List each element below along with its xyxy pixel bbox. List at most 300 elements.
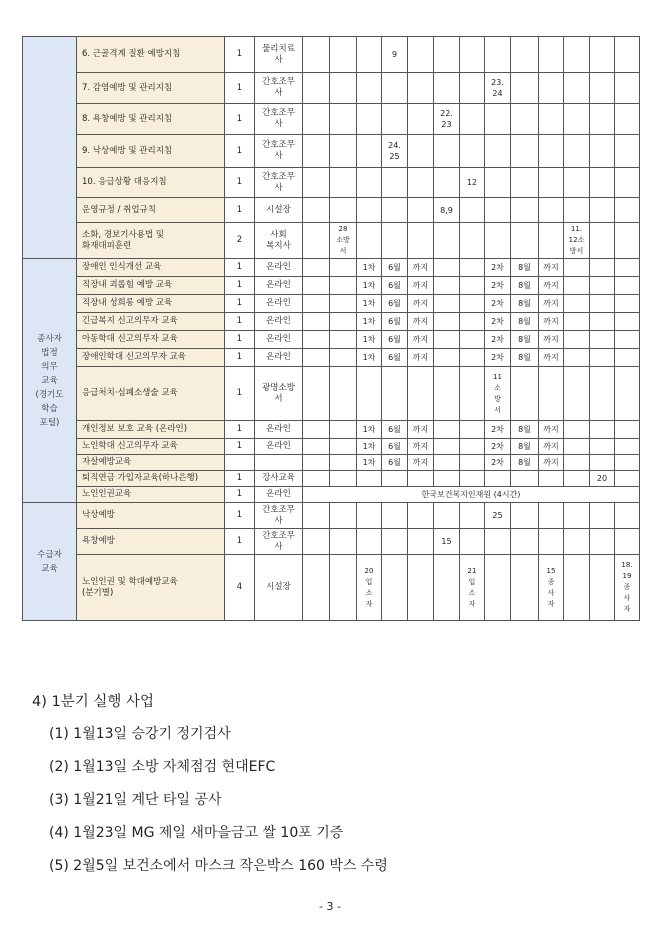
schedule-cell bbox=[460, 223, 485, 259]
schedule-cell bbox=[408, 555, 434, 621]
schedule-cell: 1차 bbox=[357, 455, 382, 471]
category-recipient-training bbox=[23, 503, 77, 621]
schedule-cell: 8월 bbox=[511, 295, 539, 313]
project-item: (2) 1월13일 소방 자체점검 현대EFC bbox=[49, 759, 276, 775]
schedule-cell bbox=[357, 135, 382, 168]
schedule-cell bbox=[303, 349, 330, 367]
schedule-cell bbox=[590, 331, 615, 349]
schedule-cell bbox=[539, 367, 564, 421]
table-row bbox=[23, 349, 640, 367]
schedule-cell bbox=[485, 529, 511, 555]
table-row bbox=[23, 503, 640, 529]
schedule-cell bbox=[357, 503, 382, 529]
session-count: 1 bbox=[225, 135, 255, 168]
schedule-cell bbox=[590, 503, 615, 529]
schedule-cell bbox=[303, 331, 330, 349]
schedule-cell bbox=[434, 168, 460, 198]
schedule-cell bbox=[460, 295, 485, 313]
schedule-cell bbox=[511, 471, 539, 487]
schedule-cell bbox=[303, 555, 330, 621]
section-title: 4) 1분기 실행 사업 bbox=[32, 694, 154, 710]
schedule-cell: 15 종 사 자 bbox=[539, 555, 564, 621]
schedule-cell bbox=[590, 135, 615, 168]
program-name: 장애인학대 신고의무자 교육 bbox=[77, 349, 225, 367]
schedule-cell bbox=[357, 529, 382, 555]
program-name: 응급처치·심폐소생술 교육 bbox=[77, 367, 225, 421]
schedule-cell bbox=[539, 104, 564, 135]
schedule-cell bbox=[564, 313, 590, 331]
schedule-cell bbox=[434, 313, 460, 331]
schedule-cell bbox=[615, 73, 640, 104]
program-name: 장애인 인식개선 교육 bbox=[77, 259, 225, 277]
table-row bbox=[23, 421, 640, 439]
table-row bbox=[23, 198, 640, 223]
schedule-cell: 11 소 방 서 bbox=[485, 367, 511, 421]
target-instructor: 온라인 bbox=[255, 487, 303, 503]
schedule-cell bbox=[434, 421, 460, 439]
schedule-cell: 까지 bbox=[408, 259, 434, 277]
schedule-cell: 1차 bbox=[357, 259, 382, 277]
program-name: 노인학대 신고의무자 교육 bbox=[77, 439, 225, 455]
category-label: 수급자 교육 bbox=[37, 549, 62, 574]
schedule-cell bbox=[382, 198, 408, 223]
program-name: 퇴직연금 가입자교육(하나은행) bbox=[77, 471, 225, 487]
schedule-cell bbox=[615, 455, 640, 471]
schedule-cell: 1차 bbox=[357, 331, 382, 349]
schedule-cell bbox=[590, 555, 615, 621]
schedule-cell bbox=[460, 331, 485, 349]
schedule-cell bbox=[615, 331, 640, 349]
schedule-cell: 22. 23 bbox=[434, 104, 460, 135]
schedule-cell bbox=[434, 439, 460, 455]
schedule-cell bbox=[590, 259, 615, 277]
schedule-cell bbox=[590, 277, 615, 295]
target-instructor: 시설장 bbox=[255, 198, 303, 223]
schedule-cell bbox=[303, 223, 330, 259]
schedule-cell bbox=[564, 455, 590, 471]
schedule-cell bbox=[615, 168, 640, 198]
schedule-cell bbox=[460, 135, 485, 168]
schedule-cell bbox=[460, 198, 485, 223]
schedule-cell bbox=[382, 555, 408, 621]
schedule-cell bbox=[590, 223, 615, 259]
schedule-cell: 2차 bbox=[485, 259, 511, 277]
table-row bbox=[23, 223, 640, 259]
target-instructor: 간호조무 사 bbox=[255, 73, 303, 104]
target-instructor: 온라인 bbox=[255, 313, 303, 331]
schedule-cell: 6월 bbox=[382, 331, 408, 349]
program-name: 7. 감염예방 및 관리지침 bbox=[77, 73, 225, 104]
schedule-cell: 까지 bbox=[408, 277, 434, 295]
schedule-cell bbox=[408, 168, 434, 198]
schedule-cell bbox=[460, 439, 485, 455]
schedule-cell bbox=[382, 367, 408, 421]
program-name: 노인인권교육 bbox=[77, 487, 225, 503]
table-row bbox=[23, 471, 640, 487]
schedule-cell bbox=[511, 104, 539, 135]
schedule-cell: 까지 bbox=[408, 295, 434, 313]
table-row bbox=[23, 555, 640, 621]
schedule-cell bbox=[615, 421, 640, 439]
schedule-cell bbox=[460, 37, 485, 73]
schedule-cell: 2차 bbox=[485, 331, 511, 349]
schedule-cell bbox=[434, 349, 460, 367]
schedule-cell bbox=[564, 73, 590, 104]
schedule-cell bbox=[460, 421, 485, 439]
schedule-cell: 까지 bbox=[539, 349, 564, 367]
session-count: 4 bbox=[225, 555, 255, 621]
session-count: 1 bbox=[225, 529, 255, 555]
schedule-cell bbox=[330, 295, 357, 313]
schedule-cell: 8월 bbox=[511, 331, 539, 349]
schedule-cell bbox=[408, 367, 434, 421]
schedule-cell bbox=[330, 331, 357, 349]
schedule-cell bbox=[564, 331, 590, 349]
schedule-cell: 8월 bbox=[511, 277, 539, 295]
schedule-cell bbox=[303, 73, 330, 104]
schedule-cell bbox=[408, 471, 434, 487]
schedule-cell: 까지 bbox=[408, 331, 434, 349]
project-item: (4) 1월23일 MG 제일 새마을금고 쌀 10포 기증 bbox=[49, 825, 344, 841]
schedule-cell bbox=[357, 104, 382, 135]
target-instructor: 온라인 bbox=[255, 349, 303, 367]
schedule-cell bbox=[564, 198, 590, 223]
schedule-cell bbox=[303, 503, 330, 529]
schedule-cell bbox=[539, 529, 564, 555]
target-instructor: 간호조무 사 bbox=[255, 135, 303, 168]
schedule-cell bbox=[330, 168, 357, 198]
schedule-cell: 1차 bbox=[357, 349, 382, 367]
schedule-cell bbox=[382, 104, 408, 135]
schedule-cell bbox=[303, 471, 330, 487]
schedule-cell bbox=[590, 421, 615, 439]
schedule-cell bbox=[590, 349, 615, 367]
schedule-cell: 1차 bbox=[357, 313, 382, 331]
schedule-cell: 21 입 소 자 bbox=[460, 555, 485, 621]
schedule-cell bbox=[434, 259, 460, 277]
schedule-cell bbox=[330, 73, 357, 104]
schedule-cell bbox=[485, 37, 511, 73]
schedule-cell bbox=[434, 37, 460, 73]
project-item: (3) 1월21일 계단 타일 공사 bbox=[49, 792, 222, 808]
program-name: 6. 근골격계 질환 예방지침 bbox=[77, 37, 225, 73]
schedule-cell bbox=[460, 259, 485, 277]
schedule-cell bbox=[434, 555, 460, 621]
schedule-cell bbox=[460, 503, 485, 529]
schedule-cell bbox=[485, 168, 511, 198]
target-instructor: 온라인 bbox=[255, 421, 303, 439]
schedule-cell: 15 bbox=[434, 529, 460, 555]
schedule-cell: 23. 24 bbox=[485, 73, 511, 104]
schedule-cell bbox=[330, 104, 357, 135]
schedule-cell: 2차 bbox=[485, 455, 511, 471]
schedule-cell bbox=[357, 367, 382, 421]
schedule-cell bbox=[485, 471, 511, 487]
program-name: 낙상예방 bbox=[77, 503, 225, 529]
schedule-cell bbox=[330, 259, 357, 277]
program-name: 긴급복지 신고의무자 교육 bbox=[77, 313, 225, 331]
session-count: 1 bbox=[225, 198, 255, 223]
schedule-cell bbox=[330, 439, 357, 455]
program-name: 소화, 경보기사용법 및 화재대피훈련 bbox=[77, 223, 225, 259]
schedule-cell bbox=[511, 223, 539, 259]
schedule-cell bbox=[511, 37, 539, 73]
schedule-cell: 8월 bbox=[511, 455, 539, 471]
schedule-cell bbox=[564, 439, 590, 455]
schedule-cell bbox=[303, 295, 330, 313]
schedule-cell bbox=[615, 367, 640, 421]
session-count: 1 bbox=[225, 168, 255, 198]
schedule-cell bbox=[539, 223, 564, 259]
session-count bbox=[225, 455, 255, 471]
schedule-cell bbox=[382, 168, 408, 198]
schedule-cell bbox=[382, 73, 408, 104]
program-name: 아동학대 신고의무자 교육 bbox=[77, 331, 225, 349]
target-instructor: 물리치료 사 bbox=[255, 37, 303, 73]
schedule-cell bbox=[539, 73, 564, 104]
schedule-cell bbox=[564, 503, 590, 529]
schedule-cell: 20 bbox=[590, 471, 615, 487]
schedule-cell bbox=[303, 421, 330, 439]
schedule-cell bbox=[539, 198, 564, 223]
program-name: 9. 낙상예방 및 관리지침 bbox=[77, 135, 225, 168]
schedule-cell bbox=[564, 37, 590, 73]
schedule-cell bbox=[615, 471, 640, 487]
schedule-cell: 2차 bbox=[485, 349, 511, 367]
schedule-cell bbox=[330, 313, 357, 331]
schedule-cell bbox=[511, 168, 539, 198]
schedule-cell bbox=[539, 37, 564, 73]
schedule-cell bbox=[485, 135, 511, 168]
schedule-cell bbox=[460, 277, 485, 295]
project-item: (1) 1월13일 승강기 정기검사 bbox=[49, 726, 231, 742]
schedule-cell: 1차 bbox=[357, 295, 382, 313]
schedule-cell bbox=[590, 37, 615, 73]
schedule-cell bbox=[615, 223, 640, 259]
target-instructor bbox=[255, 455, 303, 471]
schedule-cell bbox=[564, 349, 590, 367]
schedule-cell bbox=[330, 503, 357, 529]
schedule-cell bbox=[408, 37, 434, 73]
schedule-cell bbox=[615, 277, 640, 295]
schedule-cell bbox=[460, 471, 485, 487]
target-instructor: 온라인 bbox=[255, 439, 303, 455]
schedule-cell bbox=[615, 198, 640, 223]
schedule-cell bbox=[590, 73, 615, 104]
schedule-cell bbox=[511, 503, 539, 529]
table-row bbox=[23, 529, 640, 555]
schedule-cell bbox=[357, 471, 382, 487]
schedule-cell bbox=[434, 135, 460, 168]
schedule-cell bbox=[303, 367, 330, 421]
schedule-cell bbox=[590, 455, 615, 471]
schedule-cell bbox=[615, 349, 640, 367]
schedule-cell bbox=[303, 313, 330, 331]
schedule-cell bbox=[590, 529, 615, 555]
table-row bbox=[23, 135, 640, 168]
schedule-cell bbox=[615, 37, 640, 73]
schedule-span-note: 한국보건복지인재원 (4시간) bbox=[303, 487, 640, 503]
schedule-cell: 8월 bbox=[511, 313, 539, 331]
schedule-cell bbox=[330, 455, 357, 471]
schedule-cell: 까지 bbox=[408, 313, 434, 331]
schedule-cell: 2차 bbox=[485, 313, 511, 331]
schedule-cell bbox=[485, 555, 511, 621]
table-row bbox=[23, 277, 640, 295]
target-instructor: 시설장 bbox=[255, 555, 303, 621]
schedule-cell bbox=[511, 198, 539, 223]
schedule-cell bbox=[590, 367, 615, 421]
schedule-cell: 28 소방 서 bbox=[330, 223, 357, 259]
target-instructor: 간호조무 사 bbox=[255, 168, 303, 198]
schedule-cell bbox=[511, 135, 539, 168]
session-count: 1 bbox=[225, 471, 255, 487]
schedule-cell bbox=[564, 168, 590, 198]
schedule-cell bbox=[434, 223, 460, 259]
schedule-cell: 까지 bbox=[539, 421, 564, 439]
schedule-cell bbox=[408, 104, 434, 135]
page-number: - 3 - bbox=[319, 900, 341, 913]
schedule-cell bbox=[460, 104, 485, 135]
schedule-cell bbox=[615, 439, 640, 455]
schedule-cell bbox=[357, 73, 382, 104]
target-instructor: 광명소방 서 bbox=[255, 367, 303, 421]
schedule-cell bbox=[615, 104, 640, 135]
schedule-cell: 까지 bbox=[539, 455, 564, 471]
session-count: 1 bbox=[225, 295, 255, 313]
table-row bbox=[23, 439, 640, 455]
schedule-cell bbox=[382, 503, 408, 529]
schedule-cell bbox=[382, 223, 408, 259]
schedule-cell bbox=[511, 73, 539, 104]
schedule-cell bbox=[460, 73, 485, 104]
schedule-cell: 1차 bbox=[357, 421, 382, 439]
schedule-cell: 까지 bbox=[539, 331, 564, 349]
schedule-cell bbox=[303, 37, 330, 73]
schedule-cell bbox=[564, 277, 590, 295]
schedule-cell: 20 입 소 자 bbox=[357, 555, 382, 621]
schedule-cell: 까지 bbox=[539, 295, 564, 313]
schedule-cell bbox=[460, 367, 485, 421]
session-count: 1 bbox=[225, 487, 255, 503]
schedule-cell: 까지 bbox=[539, 277, 564, 295]
schedule-cell: 8,9 bbox=[434, 198, 460, 223]
schedule-cell: 18. 19 종 사 자 bbox=[615, 555, 640, 621]
schedule-cell: 2차 bbox=[485, 277, 511, 295]
session-count: 1 bbox=[225, 73, 255, 104]
schedule-cell bbox=[564, 555, 590, 621]
target-instructor: 온라인 bbox=[255, 331, 303, 349]
schedule-cell bbox=[357, 168, 382, 198]
schedule-cell bbox=[460, 313, 485, 331]
table-row bbox=[23, 73, 640, 104]
schedule-cell: 까지 bbox=[408, 455, 434, 471]
schedule-cell: 6월 bbox=[382, 277, 408, 295]
schedule-cell: 8월 bbox=[511, 259, 539, 277]
program-name: 8. 욕창예방 및 관리지침 bbox=[77, 104, 225, 135]
schedule-cell bbox=[303, 104, 330, 135]
table-row bbox=[23, 487, 640, 503]
schedule-cell bbox=[303, 529, 330, 555]
schedule-cell bbox=[564, 259, 590, 277]
schedule-cell bbox=[408, 529, 434, 555]
schedule-cell: 2차 bbox=[485, 421, 511, 439]
schedule-cell bbox=[303, 439, 330, 455]
session-count: 2 bbox=[225, 223, 255, 259]
session-count: 1 bbox=[225, 277, 255, 295]
schedule-cell: 8월 bbox=[511, 421, 539, 439]
schedule-cell bbox=[590, 313, 615, 331]
schedule-cell bbox=[408, 503, 434, 529]
schedule-cell bbox=[485, 223, 511, 259]
session-count: 1 bbox=[225, 367, 255, 421]
schedule-cell bbox=[303, 455, 330, 471]
schedule-cell: 까지 bbox=[539, 259, 564, 277]
target-instructor: 사회 복지사 bbox=[255, 223, 303, 259]
program-name: 개인정보 보호 교육 (온라인) bbox=[77, 421, 225, 439]
schedule-cell bbox=[564, 529, 590, 555]
schedule-cell: 6월 bbox=[382, 421, 408, 439]
schedule-cell bbox=[615, 313, 640, 331]
target-instructor: 간호조무 사 bbox=[255, 503, 303, 529]
schedule-cell bbox=[382, 471, 408, 487]
schedule-cell bbox=[485, 198, 511, 223]
program-name: 운영규정 / 취업규칙 bbox=[77, 198, 225, 223]
schedule-cell: 까지 bbox=[539, 313, 564, 331]
program-name: 10. 응급상황 대응지침 bbox=[77, 168, 225, 198]
table-row bbox=[23, 295, 640, 313]
schedule-cell bbox=[330, 277, 357, 295]
schedule-cell bbox=[485, 104, 511, 135]
schedule-cell bbox=[615, 529, 640, 555]
session-count: 1 bbox=[225, 259, 255, 277]
schedule-cell: 2차 bbox=[485, 295, 511, 313]
schedule-cell bbox=[434, 503, 460, 529]
schedule-cell bbox=[330, 555, 357, 621]
schedule-cell bbox=[511, 555, 539, 621]
target-instructor: 온라인 bbox=[255, 259, 303, 277]
schedule-cell bbox=[303, 135, 330, 168]
table-row bbox=[23, 313, 640, 331]
schedule-cell bbox=[330, 349, 357, 367]
table-row bbox=[23, 37, 640, 73]
schedule-cell bbox=[330, 367, 357, 421]
schedule-cell bbox=[434, 367, 460, 421]
schedule-cell bbox=[539, 503, 564, 529]
schedule-cell bbox=[564, 421, 590, 439]
session-count: 1 bbox=[225, 439, 255, 455]
schedule-cell bbox=[539, 168, 564, 198]
schedule-cell bbox=[460, 349, 485, 367]
program-name: 노인인권 및 학대예방교육 (분기별) bbox=[77, 555, 225, 621]
schedule-cell: 6월 bbox=[382, 295, 408, 313]
table-row bbox=[23, 168, 640, 198]
schedule-cell bbox=[303, 198, 330, 223]
schedule-cell bbox=[330, 471, 357, 487]
schedule-cell: 6월 bbox=[382, 313, 408, 331]
schedule-cell bbox=[615, 259, 640, 277]
schedule-cell bbox=[511, 367, 539, 421]
schedule-cell: 까지 bbox=[408, 349, 434, 367]
schedule-cell bbox=[539, 471, 564, 487]
category-mandatory-training bbox=[23, 259, 77, 503]
schedule-cell bbox=[330, 198, 357, 223]
session-count: 1 bbox=[225, 313, 255, 331]
schedule-cell bbox=[564, 135, 590, 168]
schedule-cell: 1차 bbox=[357, 439, 382, 455]
table-row bbox=[23, 367, 640, 421]
category-blank bbox=[23, 37, 77, 259]
